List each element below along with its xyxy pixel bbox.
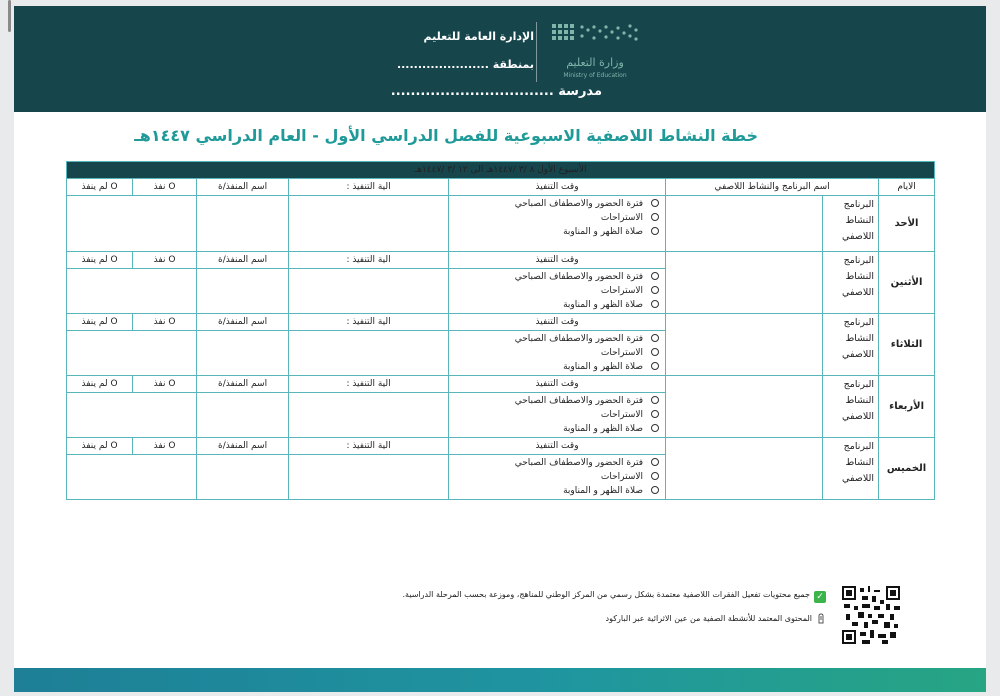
header-mechanism: الية التنفيذ : xyxy=(289,179,449,196)
program-label xyxy=(823,252,879,314)
radio-circle-icon[interactable] xyxy=(651,458,659,466)
timing-options xyxy=(449,393,666,438)
timing-option-label: الاستراحات xyxy=(600,286,644,296)
program-label-line: النشاط xyxy=(845,457,875,468)
program-label-line: اللاصفي xyxy=(842,473,875,484)
timing-option-label: صلاة الظهر و المناوبة xyxy=(563,362,644,372)
timing-options xyxy=(449,455,666,500)
program-label-line: البرنامج xyxy=(843,379,875,390)
timing-option[interactable] xyxy=(452,332,659,346)
radio-circle-icon[interactable] xyxy=(651,272,659,280)
school-field: مدرسة ................................. xyxy=(390,84,602,99)
timing-option-label: الاستراحات xyxy=(600,213,644,223)
week-row xyxy=(67,162,935,179)
status-field[interactable] xyxy=(67,331,197,376)
header-days: الايام xyxy=(879,179,935,196)
mechanism-field[interactable] xyxy=(289,455,449,500)
day-row-top xyxy=(67,376,935,393)
day-row-top xyxy=(67,196,935,214)
program-label-line: النشاط xyxy=(845,395,875,406)
check-icon: ✓ xyxy=(814,591,826,603)
program-label-line: البرنامج xyxy=(843,441,875,452)
logo-arabic-text: وزارة التعليم xyxy=(566,56,624,69)
timing-label: وقت التنفيذ xyxy=(449,252,666,269)
mechanism-label: الية التنفيذ : xyxy=(289,376,449,393)
note-official-content xyxy=(403,590,827,603)
radio-circle-icon[interactable] xyxy=(651,396,659,404)
mechanism-field[interactable] xyxy=(289,269,449,314)
timing-option[interactable] xyxy=(452,346,659,360)
program-label-line: اللاصفي xyxy=(842,349,875,360)
executor-field[interactable] xyxy=(197,196,289,252)
done-option[interactable]: O نفذ xyxy=(133,252,197,269)
timing-option-label: فترة الحضور والاصطفاف الصباحي xyxy=(514,199,644,209)
not-done-option[interactable]: O لم ينفذ xyxy=(67,438,133,455)
timing-option-label: صلاة الظهر و المناوبة xyxy=(563,424,644,434)
region-field: بمنطقة ...................... xyxy=(396,58,534,71)
timing-option[interactable] xyxy=(452,484,659,498)
status-field[interactable] xyxy=(67,196,197,252)
document-page xyxy=(14,6,986,692)
radio-circle-icon[interactable] xyxy=(651,410,659,418)
timing-options xyxy=(449,269,666,314)
timing-option[interactable] xyxy=(452,298,659,312)
mechanism-field[interactable] xyxy=(289,393,449,438)
day-name: الأحد xyxy=(879,196,935,252)
program-label-line: النشاط xyxy=(845,271,875,282)
executor-field[interactable] xyxy=(197,393,289,438)
page-title: خطة النشاط اللاصفية الاسبوعية للفصل الدراسي الأول - العام الدراسي ١٤٤٧هـ xyxy=(134,126,758,145)
radio-circle-icon[interactable] xyxy=(651,424,659,432)
day-row-top xyxy=(67,438,935,455)
not-done-option[interactable]: O لم ينفذ xyxy=(67,376,133,393)
program-label xyxy=(823,314,879,376)
timing-option-label: فترة الحضور والاصطفاف الصباحي xyxy=(514,396,644,406)
program-label-line: اللاصفي xyxy=(842,231,875,242)
logo-dots-icon xyxy=(550,22,650,56)
timing-option[interactable] xyxy=(452,422,659,436)
program-name-field[interactable] xyxy=(666,438,823,500)
timing-option[interactable] xyxy=(452,197,659,211)
window-scroll-marker xyxy=(8,0,11,32)
timing-options xyxy=(449,331,666,376)
ministry-logo xyxy=(550,22,650,82)
pointer-icon xyxy=(816,612,826,624)
executor-label: اسم المنفذ/ة xyxy=(197,376,289,393)
program-name-field[interactable] xyxy=(666,252,823,314)
program-label-line: البرنامج xyxy=(843,199,875,210)
timing-option-label: صلاة الظهر و المناوبة xyxy=(563,227,644,237)
timing-option[interactable] xyxy=(452,456,659,470)
note1-text: جميع محتويات تفعيل الفقرات اللاصفية معتمدة بشكل رسمي من المركز الوطني للمناهج، وموزعة بحسب المرحلة الدراسية. xyxy=(402,590,810,599)
timing-option[interactable] xyxy=(452,270,659,284)
program-name-field[interactable] xyxy=(666,376,823,438)
program-name-field[interactable] xyxy=(666,314,823,376)
program-name-field[interactable] xyxy=(666,196,823,252)
timing-option[interactable] xyxy=(452,211,659,225)
program-label xyxy=(823,438,879,500)
radio-circle-icon[interactable] xyxy=(651,286,659,294)
timing-option[interactable] xyxy=(452,408,659,422)
radio-circle-icon[interactable] xyxy=(651,486,659,494)
table-header-row xyxy=(67,179,935,196)
not-done-option[interactable]: O لم ينفذ xyxy=(67,314,133,331)
qr-code-icon[interactable] xyxy=(842,586,900,644)
header-divider xyxy=(536,22,537,82)
status-field[interactable] xyxy=(67,455,197,500)
note2-text: المحتوى المعتمد للأنشطة الصفية من عين الاثرائية عبر الباركود xyxy=(605,614,812,623)
executor-field[interactable] xyxy=(197,269,289,314)
radio-circle-icon[interactable] xyxy=(651,213,659,221)
not-done-option[interactable]: O لم ينفذ xyxy=(67,252,133,269)
mechanism-label: الية التنفيذ : xyxy=(289,252,449,269)
timing-option[interactable] xyxy=(452,225,659,239)
executor-label: اسم المنفذ/ة xyxy=(197,438,289,455)
done-option[interactable]: O نفذ xyxy=(133,438,197,455)
header-executor: اسم المنفذ/ة xyxy=(197,179,289,196)
program-label-line: النشاط xyxy=(845,333,875,344)
header-not-done: O لم ينفذ xyxy=(67,179,133,196)
directorate-label: الإدارة العامة للتعليم xyxy=(423,30,534,43)
radio-circle-icon[interactable] xyxy=(651,362,659,370)
executor-field[interactable] xyxy=(197,455,289,500)
radio-circle-icon[interactable] xyxy=(651,348,659,356)
executor-label: اسم المنفذ/ة xyxy=(197,314,289,331)
mechanism-label: الية التنفيذ : xyxy=(289,438,449,455)
timing-label: وقت التنفيذ xyxy=(449,314,666,331)
program-label-line: البرنامج xyxy=(843,317,875,328)
timing-option-label: صلاة الظهر و المناوبة xyxy=(563,486,644,496)
timing-label: وقت التنفيذ xyxy=(449,376,666,393)
note-barcode-content xyxy=(606,612,826,624)
program-label-line: البرنامج xyxy=(843,255,875,266)
program-label-line: اللاصفي xyxy=(842,287,875,298)
mechanism-label: الية التنفيذ : xyxy=(289,314,449,331)
radio-circle-icon[interactable] xyxy=(651,472,659,480)
mechanism-field[interactable] xyxy=(289,331,449,376)
executor-label: اسم المنفذ/ة xyxy=(197,252,289,269)
mechanism-field[interactable] xyxy=(289,196,449,252)
program-label-line: اللاصفي xyxy=(842,411,875,422)
timing-option-label: فترة الحضور والاصطفاف الصباحي xyxy=(514,458,644,468)
timing-option-label: الاستراحات xyxy=(600,472,644,482)
timing-option-label: فترة الحضور والاصطفاف الصباحي xyxy=(514,334,644,344)
radio-circle-icon[interactable] xyxy=(651,227,659,235)
timing-option-label: فترة الحضور والاصطفاف الصباحي xyxy=(514,272,644,282)
header-program: اسم البرنامج والنشاط اللاصفي xyxy=(666,179,879,196)
document-header xyxy=(14,6,986,112)
program-label xyxy=(823,196,879,252)
timing-option[interactable] xyxy=(452,470,659,484)
timing-option-label: الاستراحات xyxy=(600,348,644,358)
program-label xyxy=(823,376,879,438)
day-name: الخميس xyxy=(879,438,935,500)
logo-english-text: Ministry of Education xyxy=(563,72,627,79)
day-name: الأثنين xyxy=(879,252,935,314)
radio-circle-icon[interactable] xyxy=(651,334,659,342)
executor-field[interactable] xyxy=(197,331,289,376)
header-done: O نفذ xyxy=(133,179,197,196)
status-field[interactable] xyxy=(67,393,197,438)
timing-option[interactable] xyxy=(452,394,659,408)
day-row-top xyxy=(67,252,935,269)
activity-plan-table xyxy=(66,161,935,500)
status-field[interactable] xyxy=(67,269,197,314)
day-row-top xyxy=(67,314,935,331)
radio-circle-icon[interactable] xyxy=(651,199,659,207)
header-timing: وقت التنفيذ xyxy=(449,179,666,196)
day-name: الثلاثاء xyxy=(879,314,935,376)
timing-label: وقت التنفيذ xyxy=(449,438,666,455)
day-name: الأربعاء xyxy=(879,376,935,438)
timing-options xyxy=(449,196,666,252)
timing-option-label: صلاة الظهر و المناوبة xyxy=(563,300,644,310)
program-label-line: النشاط xyxy=(845,215,875,226)
week-range: الأسبوع الأول ٨ /٣ /١٤٤٧هـ الى ١٢ /٣ /١٤٤٧هـ xyxy=(67,162,935,179)
done-option[interactable]: O نفذ xyxy=(133,314,197,331)
footer-band xyxy=(14,668,986,692)
timing-option[interactable] xyxy=(452,284,659,298)
radio-circle-icon[interactable] xyxy=(651,300,659,308)
done-option[interactable]: O نفذ xyxy=(133,376,197,393)
timing-option-label: الاستراحات xyxy=(600,410,644,420)
timing-option[interactable] xyxy=(452,360,659,374)
